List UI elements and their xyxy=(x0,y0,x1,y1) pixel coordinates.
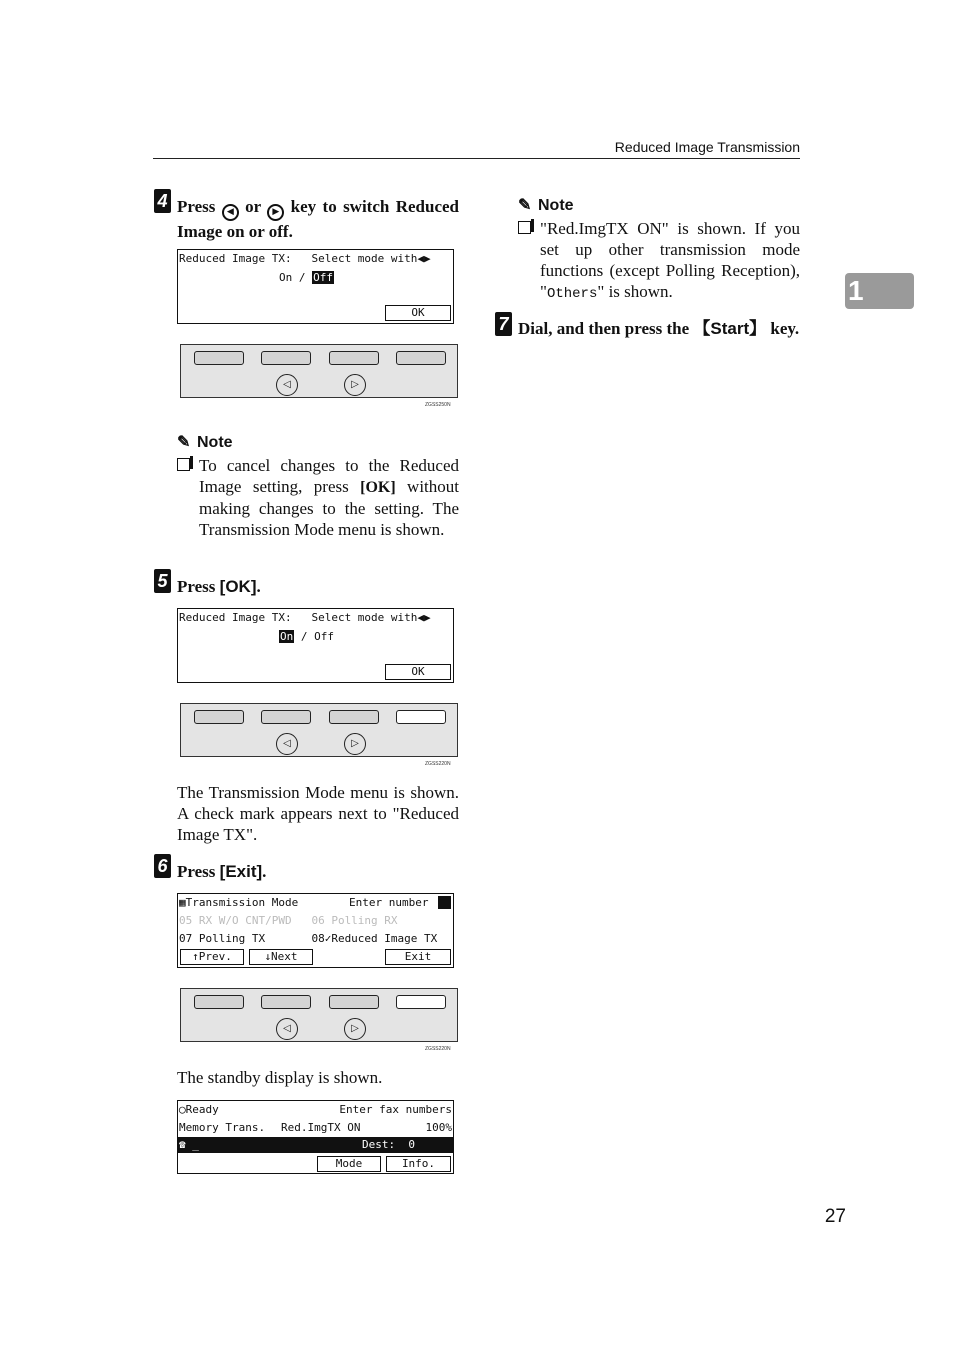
panel-left-arrow-icon[interactable]: ◁ xyxy=(276,374,298,396)
lcd-exit-button[interactable]: Exit xyxy=(385,949,451,965)
lcd-line1: Reduced Image TX: Select mode with◀▶ xyxy=(179,252,431,265)
lcd-option-off[interactable]: Off xyxy=(313,271,333,284)
note-2-body: "Red.ImgTX ON" is shown. If you set up other transmission mode functions (except Polling Reception), "Others" is shown. xyxy=(540,218,800,305)
note-1-key: [OK] xyxy=(360,479,396,496)
step-7-text: Dial, and then press the 【Start】 key. xyxy=(518,319,800,338)
figure-code: ZGSS250N xyxy=(425,402,451,408)
lcd-option-on[interactable]: On xyxy=(280,630,294,643)
panel-right-arrow-icon[interactable]: ▷ xyxy=(344,374,366,396)
ready-circle-icon: ◯ xyxy=(179,1103,186,1116)
left-key-icon: ◀ xyxy=(222,204,239,221)
step-5-paragraph: The Transmission Mode menu is shown. A check mark appears next to "Reduced Image TX". xyxy=(177,783,459,844)
step-5-text: Press [OK]. xyxy=(177,577,261,596)
panel-right-arrow-icon[interactable]: ▷ xyxy=(344,1018,366,1040)
step-5-number: 5 xyxy=(154,569,171,593)
lcd-line2: On / Off xyxy=(280,630,334,643)
lcd-option-on[interactable]: On xyxy=(279,271,293,284)
step-4-or: or xyxy=(245,197,261,216)
page-header-title: Reduced Image Transmission xyxy=(614,139,800,155)
lcd-arrows-icon: ◀▶ xyxy=(417,252,431,265)
lcd-row-2[interactable]: 07 Polling TX 08✓Reduced Image TX xyxy=(179,932,438,945)
lcd-arrows-icon: ◀▶ xyxy=(417,611,431,624)
page-number: 27 xyxy=(824,1206,846,1227)
step-6-number: 6 xyxy=(154,854,171,878)
note-2-heading: ✎ Note xyxy=(518,197,574,214)
standby-lcd-screen xyxy=(177,1100,454,1174)
lcd-screen-step6 xyxy=(177,893,454,968)
lcd-ok-button[interactable]: OK xyxy=(385,664,451,680)
control-panel-step4 xyxy=(180,344,458,398)
chapter-tab: 1 xyxy=(845,273,914,309)
lcd-ok-button[interactable]: OK xyxy=(385,305,451,321)
panel-key-1[interactable] xyxy=(194,995,244,1009)
checkbox-icon xyxy=(177,458,190,471)
step-4-text xyxy=(177,196,459,242)
step-5-key: [OK] xyxy=(219,577,257,596)
lcd-line2: On / Off xyxy=(279,271,333,284)
lcd-mode-button[interactable]: Mode xyxy=(317,1156,381,1172)
lcd-title-row: ▦Transmission Mode Enter number xyxy=(178,894,453,911)
right-key-icon: ▶ xyxy=(267,204,284,221)
lcd-info-button[interactable]: Info. xyxy=(386,1156,451,1172)
panel-key-4[interactable] xyxy=(396,995,446,1009)
lcd-screen-step5 xyxy=(177,608,454,683)
lcd-option-off[interactable]: Off xyxy=(314,630,334,643)
checkbox-icon xyxy=(518,221,531,234)
start-key-label: 【Start】 xyxy=(693,319,767,338)
lcd-line1: Reduced Image TX: Select mode with◀▶ xyxy=(179,611,431,624)
lcd-screen-step4 xyxy=(177,249,454,324)
standby-status-row: Memory Trans. Red.ImgTX ON 100% xyxy=(179,1121,452,1134)
control-panel-step5 xyxy=(180,703,458,757)
panel-key-3[interactable] xyxy=(329,351,379,365)
panel-right-arrow-icon[interactable]: ▷ xyxy=(344,733,366,755)
panel-key-4[interactable] xyxy=(396,351,446,365)
lcd-faded-row: 05 RX W/O CNT/PWD 06 Polling RX xyxy=(179,914,398,927)
fax-phone-icon: ☎ xyxy=(179,1138,186,1151)
panel-left-arrow-icon[interactable]: ◁ xyxy=(276,1018,298,1040)
step-4-press: Press xyxy=(177,197,216,216)
panel-key-4[interactable] xyxy=(396,710,446,724)
control-panel-step6 xyxy=(180,988,458,1042)
figure-code: ZGSS220N xyxy=(425,1046,451,1052)
panel-key-3[interactable] xyxy=(329,710,379,724)
menu-icon: ▦ xyxy=(179,896,186,909)
lcd-next-button[interactable]: ↓Next xyxy=(249,949,313,965)
panel-key-3[interactable] xyxy=(329,995,379,1009)
step-6-key: [Exit] xyxy=(219,862,263,881)
note-1-heading: ✎ Note xyxy=(177,434,233,451)
figure-code: ZGSS220N xyxy=(425,761,451,767)
panel-left-arrow-icon[interactable]: ◁ xyxy=(276,733,298,755)
pencil-icon: ✎ xyxy=(518,197,532,214)
cursor-block xyxy=(438,896,451,909)
step-4-rest: key to switch Reduced Image on or off. xyxy=(177,197,459,241)
step-7-number: 7 xyxy=(495,312,512,336)
step-4-number: 4 xyxy=(154,189,171,213)
standby-ready-row: ◯Ready Enter fax numbers xyxy=(179,1103,452,1116)
step-6-paragraph: The standby display is shown. xyxy=(177,1068,383,1087)
panel-key-2[interactable] xyxy=(261,710,311,724)
panel-key-1[interactable] xyxy=(194,351,244,365)
note-1-body: To cancel changes to the Reduced Image setting, press [OK] without making changes to the setting. The Transmission Mode menu is shown. xyxy=(199,455,459,540)
header-rule xyxy=(153,158,800,159)
lcd-prev-button[interactable]: ↑Prev. xyxy=(180,949,244,965)
panel-key-1[interactable] xyxy=(194,710,244,724)
panel-key-2[interactable] xyxy=(261,995,311,1009)
standby-input-row[interactable]: ☎ _ Dest: 0 xyxy=(178,1137,453,1153)
step-6-text: Press [Exit]. xyxy=(177,862,267,881)
panel-key-2[interactable] xyxy=(261,351,311,365)
pencil-icon: ✎ xyxy=(177,434,191,451)
